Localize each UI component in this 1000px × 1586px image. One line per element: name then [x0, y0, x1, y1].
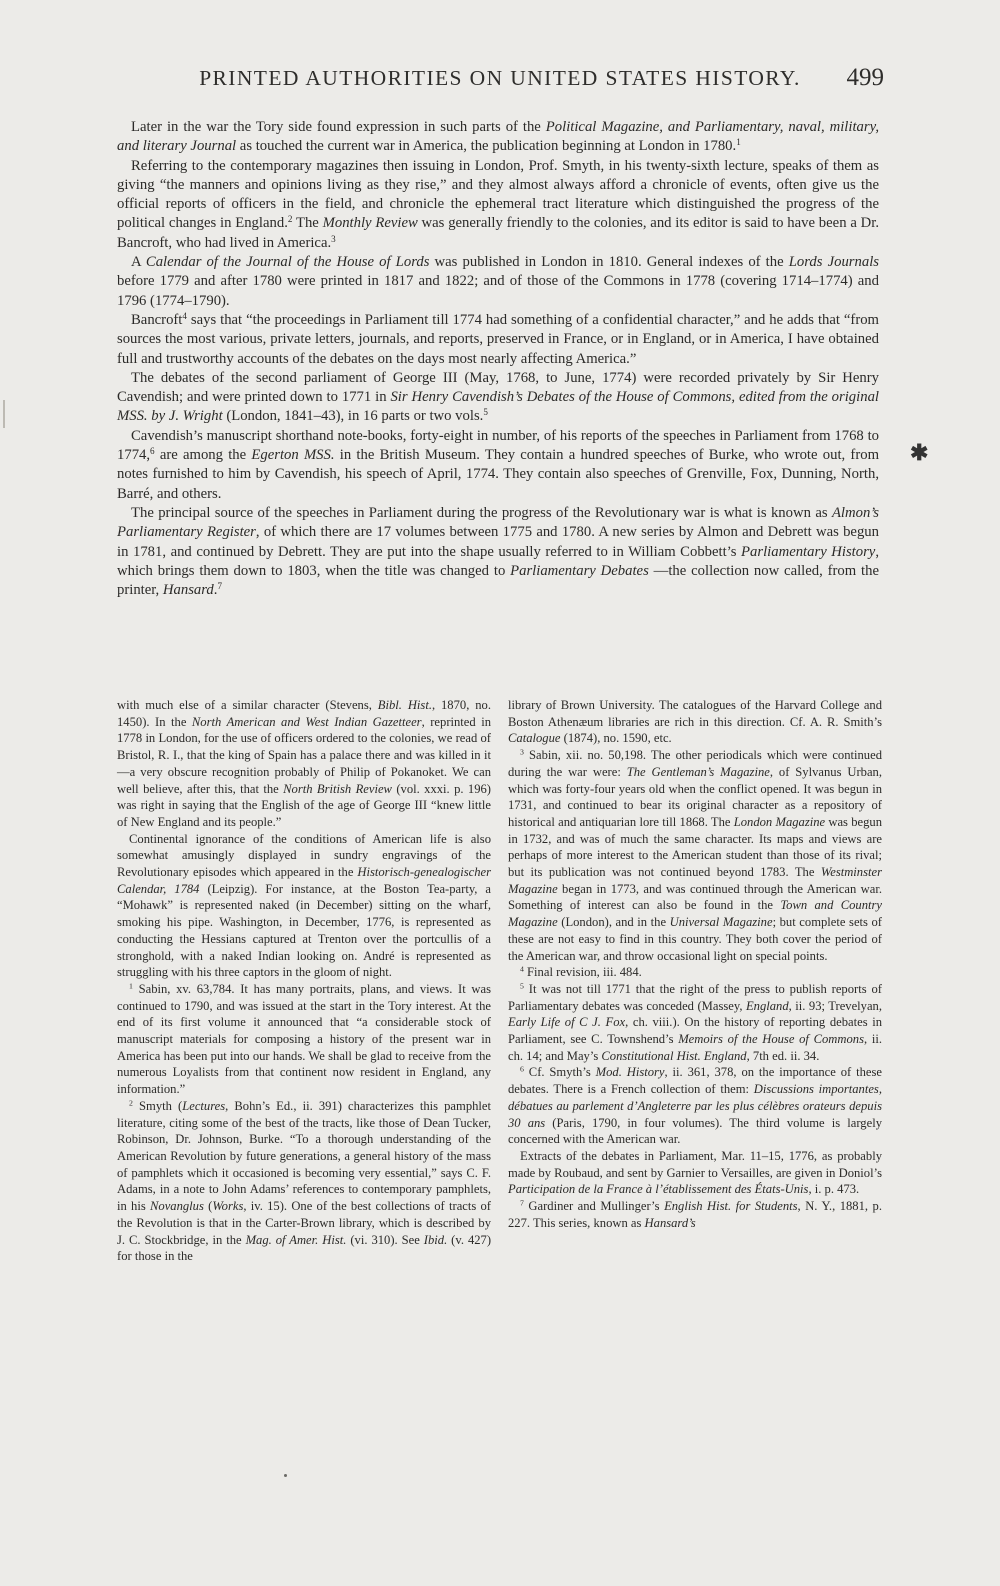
running-head	[0, 66, 1000, 100]
right-column-paragraph-7: $^7$ Gardiner and Mullinger’s English Hist. for Students, N. Y., 1881, p. 227. This series, known as Hansard’s	[508, 1198, 882, 1230]
margin-rule	[3, 400, 5, 428]
right-column-paragraph-3: $^4$ Final revision, iii. 484.	[520, 964, 642, 980]
right-column-paragraph-2: $^3$ Sabin, xii. no. 50,198. The other periodicals which were continued during the war were: The Gentleman’s Magazine, of Sylvanus Urban, which was forty-four years old when the conflict opened. It was begun in 1731, and continued to bear its original character as a repository of historical and antiquarian lore till 1868. The London Magazine was begun in 1732, and was of much the same character. Its maps and views are perhaps of more interest to the American student than those of its rival; but its publication was not continued beyond 1783. The Westminster Magazine began in 1773, and was continued through the American war. Something of interest can also be found in the Town and Country Magazine (London), and in the Universal Magazine; but complete sets of these are not easy to find in this country. They both cover the period of the American war, and throw occasional light on special points.	[508, 747, 883, 963]
right-column-paragraph-5: $^6$ Cf. Smyth’s Mod. History, ii. 361, 378, on the importance of these debates. There is a French collection of them: Discussions importantes, débatues au parlement d’Angleterre par les plus célèbres orateurs depuis 30 ans (Paris, 1790, in four volumes). The third volume is largely concerned with the American war.	[508, 1065, 882, 1147]
left-column-paragraph-4: $^2$ Smyth (Lectures, Bohn’s Ed., ii. 391) characterizes this pamphlet literature, citing some of the best of the tracts, like those of Dean Tucker, Robinson, Dr. Johnson, Burke. “To a thorough understanding of the American Revolution by future generations, a general history of the mass of pamphlets which it occasioned is becoming very essential,” says C. F. Adams, in a note to John Adams’ references to contemporary pamphlets, in his Novanglus (Works, iv. 15). One of the best collections of tracts of the Revolution is that in the Carter-Brown library, which is described by J. C. Stockbridge, in the Mag. of Amer. Hist. (vi. 310). See Ibid. (v. 427) for those in the	[117, 1098, 492, 1264]
margin-asterisk-mark: ✱	[910, 440, 929, 465]
main-paragraph-5: The debates of the second parliament of George III (May, 1768, to June, 1774) were recorded privately by Sir Henry Cavendish; and were printed down to 1771 in Sir Henry Cavendish’s Debates of the House of Commons, edited from the original MSS. by J. Wright (London, 1841–43), in 16 parts or two vols.$^5$	[117, 369, 879, 425]
main-paragraph-6: Cavendish’s manuscript shorthand note-books, forty-eight in number, of his reports of the speeches in Parliament from 1768 to 1774,$^6$ are among the Egerton MSS. in the British Museum. They contain a hundred speeches of Burke, who wrote out, from notes furnished to him by Cavendish, his speech of April, 1774. They contain also speeches of Grenville, Fox, Dunning, North, Barré, and others.	[117, 427, 879, 502]
left-footnote-column	[117, 697, 491, 1265]
main-paragraph-2: Referring to the contemporary magazines then issuing in London, Prof. Smyth, in his twenty-sixth lecture, speaks of them as giving “the manners and opinions living as they rise,” and they almost always afford a chronicle of events, often give us the official reports of officers in the field, and chronicle the ephemeral tract literature which distinguished the progress of the political changes in England.$^2$ The Monthly Review was generally friendly to the colonies, and its editor is said to have been a Dr. Bancroft, who had lived in America.$^3$	[117, 157, 880, 251]
main-paragraph-1: Later in the war the Tory side found expression in such parts of the Political Magazine, and Parliamentary, naval, military, and literary Journal as touched the current war in America, the publication beginning at London in 1780.$^1$	[117, 119, 879, 155]
right-column-paragraph-6: Extracts of the debates in Parliament, Mar. 11–15, 1776, as probably made by Roubaud, and sent by Garnier to Versailles, are given in Doniol’s Participation de la France à l’établissement des États-Unis, i. p. 473.	[508, 1148, 882, 1197]
main-paragraph-3: A Calendar of the Journal of the House of Lords was published in London in 1810. General indexes of the Lords Journals before 1779 and after 1780 were printed in 1817 and 1822; and of those of the Commons in 1778 (covering 1714–1774) and 1796 (1774–1790).	[117, 254, 880, 309]
print-speck	[284, 1474, 287, 1477]
right-column-paragraph-4: $^5$ It was not till 1771 that the right of the press to publish reports of Parliamentary debates was conceded (Massey, England, ii. 93; Trevelyan, Early Life of C J. Fox, ch. viii.). On the history of reporting debates in Parliament, see C. Townshend’s Memoirs of the House of Commons, ii. ch. 14; and May’s Constitutional Hist. England, 7th ed. ii. 34.	[508, 981, 882, 1063]
right-column-paragraph-1: library of Brown University. The catalogues of the Harvard College and Boston Athenæum libraries are rich in this direction. Cf. A. R. Smith’s Catalogue (1874), no. 1590, etc.	[508, 698, 882, 746]
left-column-paragraph-1: with much else of a similar character (Stevens, Bibl. Hist., 1870, no. 1450). In the North American and West Indian Gazetteer, reprinted in 1778 in London, for the use of officers ordered to the colonies, we read of Bristol, R. I., that the king of Spain has a palace there and was killed in it —a very obscure recognition probably of Philip of Pokanoket. We can well believe, after this, that the North British Review (vol. xxxi. p. 196) was right in saying that the English of the age of George III “knew little of New England and its people.”	[117, 698, 491, 829]
footnote-columns	[117, 697, 883, 1417]
running-head-title: PRINTED AUTHORITIES ON UNITED STATES HISTORY.	[199, 66, 801, 90]
page-number: 499	[846, 64, 884, 91]
main-paragraph-7: The principal source of the speeches in Parliament during the progress of the Revolutionary war is what is known as Almon’s Parliamentary Register, of which there are 17 volumes between 1775 and 1780. A new series by Almon and Debrett was begun in 1781, and continued by Debrett. They are put into the shape usually referred to in William Cobbett’s Parliamentary History, which brings them down to 1803, when the title was changed to Parliamentary Debates —the collection now called, from the printer, Hansard.$^7$	[117, 504, 879, 599]
main-paragraph-4: Bancroft$^4$ says that “the proceedings in Parliament till 1774 had something of a confidential character,” and he adds that “from sources the most various, private letters, journals, and reports, preserved in France, or in England, or in America, I have obtained full and trustworthy accounts of the debates on the days most nearly affecting America.”	[117, 310, 879, 367]
left-column-paragraph-3: $^1$ Sabin, xv. 63,784. It has many portraits, plans, and views. It was continued to 1790, and was issued at the start in the Tory interest. At the end of its first volume it announced that “a considerable stock of manuscript materials for composing a history of the present war in America has been put into our hands. We shall be glad to receive from the numerous Loyalists from that continent now resident in England, any information.”	[117, 981, 491, 1097]
right-footnote-column	[508, 697, 882, 1232]
left-column-paragraph-2: Continental ignorance of the conditions of American life is also somewhat amusingly displayed in sundry engravings of the Revolutionary episodes which appeared in the Historisch-genealogischer Calendar, 1784 (Leipzig). For instance, at the Boston Tea-party, a “Mohawk” is represented naked (in December) sitting on the wharf, smoking his pipe. Washington, in December, 1776, is represented as conducting the Hessians captured at Trenton over the portcullis of a stronghold, with a naked Indian looking on. André is represented as struggling with his three captors in the gloom of night.	[117, 831, 491, 980]
main-text-block	[117, 118, 879, 600]
